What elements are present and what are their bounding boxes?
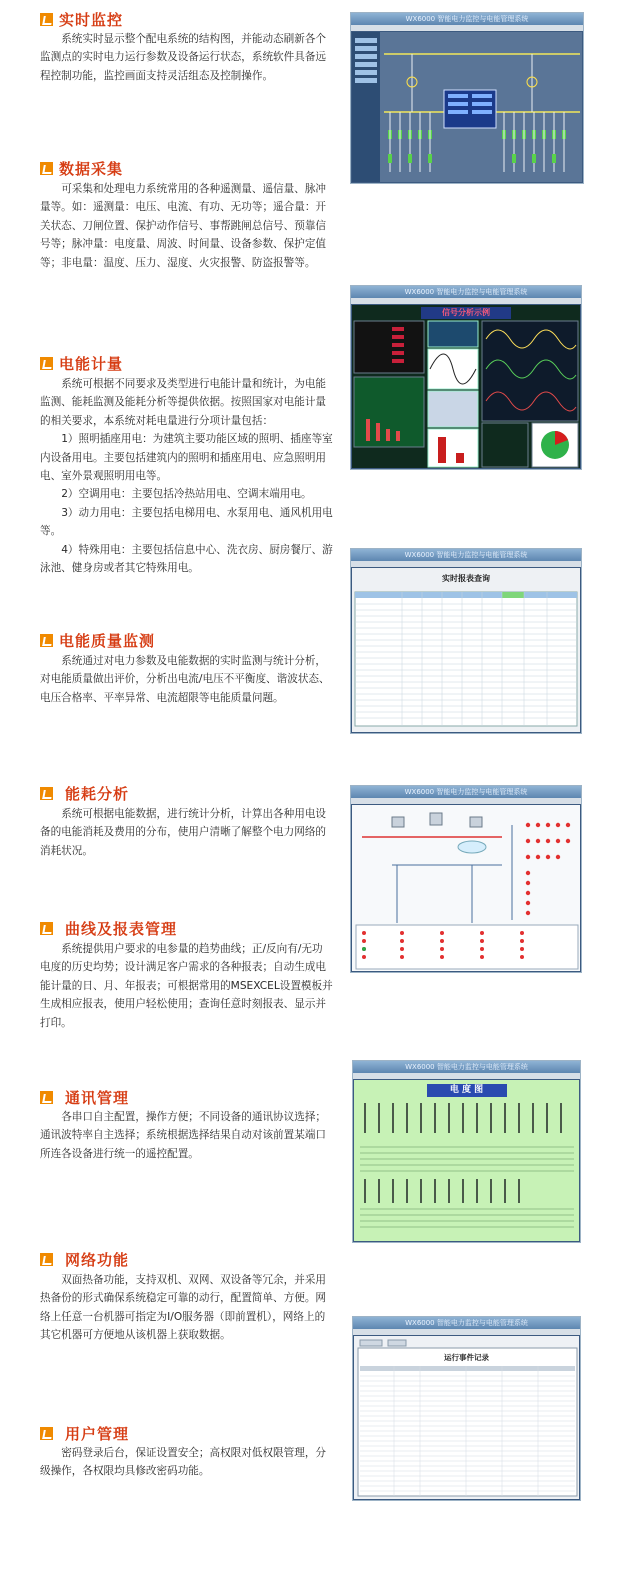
section-title: 能耗分析 — [65, 784, 130, 803]
screenshot-network-topology — [350, 785, 582, 973]
window-title: WX6000 智能电力监控与电能管理系统 — [351, 786, 581, 798]
energy-canvas — [354, 1080, 579, 1241]
check-note-icon — [40, 1427, 53, 1440]
section-heading-energy-metering — [40, 352, 123, 374]
menu-bar — [353, 1329, 580, 1335]
screenshot-energy-table — [352, 1060, 581, 1243]
network-diagram — [352, 805, 580, 971]
menu-bar — [351, 798, 581, 804]
topology-canvas — [352, 805, 580, 971]
paragraph: 双面热备功能，支持双机、双网、双设备等冗余，并采用热备份的形式确保系统稳定可靠的动行，配置简单、方便。网络上任意一台机器可指定为I/O服务器（即前置机），网络上的其它机器可方便地从该机器上获取数据。 — [40, 1274, 327, 1342]
screenshot-signal-analysis — [350, 285, 582, 470]
window-title: WX6000 智能电力监控与电能管理系统 — [353, 1317, 580, 1329]
section-heading-realtime-monitor — [40, 8, 123, 30]
section-body — [40, 180, 333, 272]
section-heading-power-quality — [40, 629, 155, 651]
section-heading-network — [40, 1248, 129, 1270]
check-note-icon — [40, 13, 53, 26]
check-note-icon — [40, 922, 53, 935]
event-canvas — [354, 1336, 579, 1499]
section-title: 用户管理 — [65, 1424, 130, 1443]
section-body — [40, 30, 333, 85]
report-table — [352, 586, 580, 732]
section-body — [40, 652, 333, 707]
event-heading: 运行事件记录 — [444, 1353, 489, 1362]
diagram-canvas — [352, 32, 582, 182]
section-body — [40, 1271, 333, 1345]
section-heading-communication — [40, 1086, 129, 1108]
paragraph: 系统通过对电力参数及电能数据的实时监测与统计分析，对电能质量做出评价，分析出电流/电压不平衡度、谐波状态、电压合格率、平率异常、电流超限等电能质量问题。 — [40, 655, 330, 704]
window-title: WX6000 智能电力监控与电能管理系统 — [353, 1061, 580, 1073]
section-title: 通讯管理 — [65, 1088, 130, 1107]
section-heading-curves-reports — [40, 917, 177, 939]
section-heading-energy-analysis — [40, 782, 129, 804]
section-title: 数据采集 — [59, 159, 124, 178]
check-note-icon — [40, 634, 53, 647]
analysis-canvas — [352, 305, 580, 468]
check-note-icon — [40, 1253, 53, 1266]
check-note-icon — [40, 787, 53, 800]
section-body — [40, 1108, 333, 1163]
report-heading: 实时报表查询 — [442, 574, 490, 583]
banner: 信号分析示例 — [421, 307, 511, 319]
screenshot-event-log — [352, 1316, 581, 1501]
section-heading-data-collection — [40, 157, 123, 179]
menu-bar — [351, 25, 583, 31]
section-title: 电能质量监测 — [59, 631, 156, 650]
screenshot-realtime-monitor — [350, 12, 584, 184]
window-title: WX6000 智能电力监控与电能管理系统 — [351, 549, 581, 561]
report-canvas — [352, 568, 580, 732]
paragraph: 2）空调用电：主要包括冷热站用电、空调末端用电。 — [61, 488, 312, 501]
paragraph: 系统实时显示整个配电系统的结构图，并能动态刷新各个监测点的实时电力运行参数及设备运行状态，系统软件具备远程控制功能，监控画面支持灵活组态及控制操作。 — [40, 33, 327, 82]
energy-grid — [354, 1097, 579, 1237]
window-title: WX6000 智能电力监控与电能管理系统 — [351, 13, 583, 25]
paragraph: 系统提供用户要求的电参量的趋势曲线；正/反向有/无功电度的历史均势；设计满足客户需求的各种报表；自动生成电能计量的日、月、年报表；可根据常用的MSEXCEL设置模板并生成相应报表，使用户轻松使用；查询任意时刻报表、显示并打印。 — [40, 943, 333, 1029]
paragraph: 4）特殊用电：主要包括信息中心、洗衣房、厨房餐厅、游泳池、健身房或者其它特殊用电。 — [40, 543, 333, 575]
paragraph: 系统可根据电能数据，进行统计分析，计算出各种用电设备的电能消耗及费用的分布，使用户清晰了解整个电力网络的消耗状况。 — [40, 808, 327, 857]
screenshot-report-query — [350, 548, 582, 734]
section-body — [40, 805, 333, 860]
check-note-icon — [40, 357, 53, 370]
single-line-diagram — [352, 32, 582, 182]
paragraph: 3）动力用电：主要包括电梯用电、水泵用电、通风机用电等。 — [40, 506, 333, 538]
section-title: 网络功能 — [65, 1250, 130, 1269]
section-body — [40, 1444, 333, 1481]
energy-heading: 电 度 图 — [427, 1084, 507, 1097]
menu-bar — [351, 298, 581, 304]
section-title: 实时监控 — [59, 10, 124, 29]
paragraph: 1）照明插座用电：为建筑主要功能区域的照明、插座等室内设备用电。主要包括建筑内的照明和插座用电、应急照明用电、室外景观照明用电等。 — [40, 433, 333, 483]
analysis-panels — [352, 319, 580, 468]
window-title: WX6000 智能电力监控与电能管理系统 — [351, 286, 581, 298]
paragraph: 各串口自主配置，操作方便；不同设备的通讯协议选择；通讯波特率自主选择；系统根据选择结果自动对该前置某端口所连各设备进行统一的遥控配置。 — [40, 1111, 327, 1160]
section-heading-user-management — [40, 1422, 129, 1444]
menu-bar — [351, 561, 581, 567]
section-title: 曲线及报表管理 — [65, 919, 178, 938]
section-body — [40, 375, 333, 577]
paragraph: 密码登录后台，保证设置安全；高权限对低权限管理，分级操作，各权限均具修改密码功能。 — [40, 1447, 327, 1478]
check-note-icon — [40, 1091, 53, 1104]
section-title: 电能计量 — [59, 354, 124, 373]
menu-bar — [353, 1073, 580, 1079]
paragraph: 系统可根据不同要求及类型进行电能计量和统计，为电能监测、能耗监测及能耗分析等提供依据。按照国家对电能计量的相关要求，本系统对耗电量进行分项计量包括： — [40, 378, 327, 427]
section-body — [40, 940, 333, 1032]
paragraph: 可采集和处理电力系统常用的各种遥测量、遥信量、脉冲量等。如：遥测量：电压、电流、有功、无功等；遥合量：开关状态、刀闸位置、保护动作信号、事帮跳闸总信号、预靠信号等；脉冲量：电度量、周波、时间量、设备参数、保护定值等；非电量：温度、压力、湿度、火灾报警、防盗报警等。 — [40, 183, 327, 269]
check-note-icon — [40, 162, 53, 175]
